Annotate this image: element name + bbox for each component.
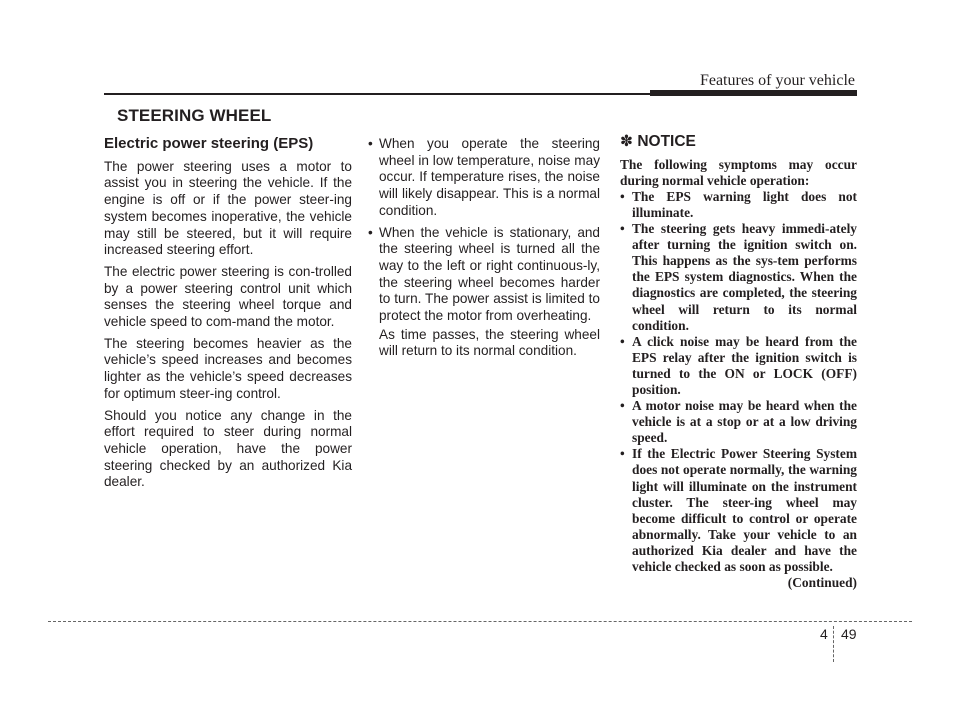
notice-heading — [620, 134, 857, 151]
header-rule-accent — [650, 90, 857, 96]
notice-bullet: • If the Electric Power Steering System does not operate normally, the warning light will illuminate on the instrument cluster. The steer-ing wheel may become difficult to control or operate abnormally. Take your vehicle to an authorized Kia dealer and have the vehicle checked as soon as possible. — [620, 446, 857, 575]
left-column — [104, 136, 352, 496]
notice-intro: The following symptoms may occur during normal vehicle operation: — [620, 156, 857, 188]
notice-bullet: • A motor noise may be heard when the vehicle is at a stop or at a low driving speed. — [620, 398, 857, 446]
chapter-number: 4 — [820, 626, 828, 642]
page-divider — [833, 626, 834, 662]
paragraph: The electric power steering is con-trolled by a power steering control unit which senses the steering wheel torque and vehicle speed to com-mand the motor. — [104, 263, 352, 330]
paragraph: Should you notice any change in the effort required to steer during normal vehicle operation, have the power steering checked by an authorized Kia dealer. — [104, 407, 352, 490]
bullet-item: • When you operate the steering wheel in low temperature, noise may occur. If temperature rises, the noise will likely disappear. This is a normal condition. — [367, 136, 600, 220]
notice-icon: ✽ — [620, 133, 633, 150]
page-number: 49 — [841, 626, 857, 642]
header-rule — [104, 93, 650, 95]
continued-label: (Continued) — [787, 575, 857, 591]
notice-bullet: • The steering gets heavy immedi-ately after turning the ignition switch on. This happens as the sys-tem performs the EPS system diagnostics. When the diagnostics are completed, the steering wheel will return to its normal condition. — [620, 221, 857, 334]
footer-rule — [48, 621, 912, 622]
paragraph: The power steering uses a motor to assist you in steering the vehicle. If the engine is off or if the power steer-ing system becomes inoperative, the vehicle may still be steered, but it will require increased steering effort. — [104, 158, 352, 258]
notice-title: NOTICE — [637, 133, 696, 150]
notice-box — [620, 134, 857, 591]
bullet-followup: As time passes, the steering wheel will return to its normal condition. — [379, 326, 600, 359]
notice-bullet: • A click noise may be heard from the EPS relay after the ignition switch is turned to the ON or LOCK (OFF) position. — [620, 334, 857, 398]
notice-bullet: • The EPS warning light does not illuminate. — [620, 189, 857, 221]
paragraph: The steering becomes heavier as the vehicle’s speed increases and becomes lighter as the vehicle’s speed decreases for optimum steer-ing control. — [104, 335, 352, 401]
header-title: Features of your vehicle — [699, 72, 855, 89]
bullet-item: • When the vehicle is stationary, and the steering wheel is turned all the way to the left or right continuous-ly, the steering wheel becomes harder to turn. The power assist is limited to protect the motor from overheating. — [367, 225, 600, 325]
subsection-heading: Electric power steering (EPS) — [104, 135, 314, 152]
middle-column — [367, 136, 600, 360]
section-title: STEERING WHEEL — [117, 106, 272, 125]
notice-body — [620, 157, 857, 592]
